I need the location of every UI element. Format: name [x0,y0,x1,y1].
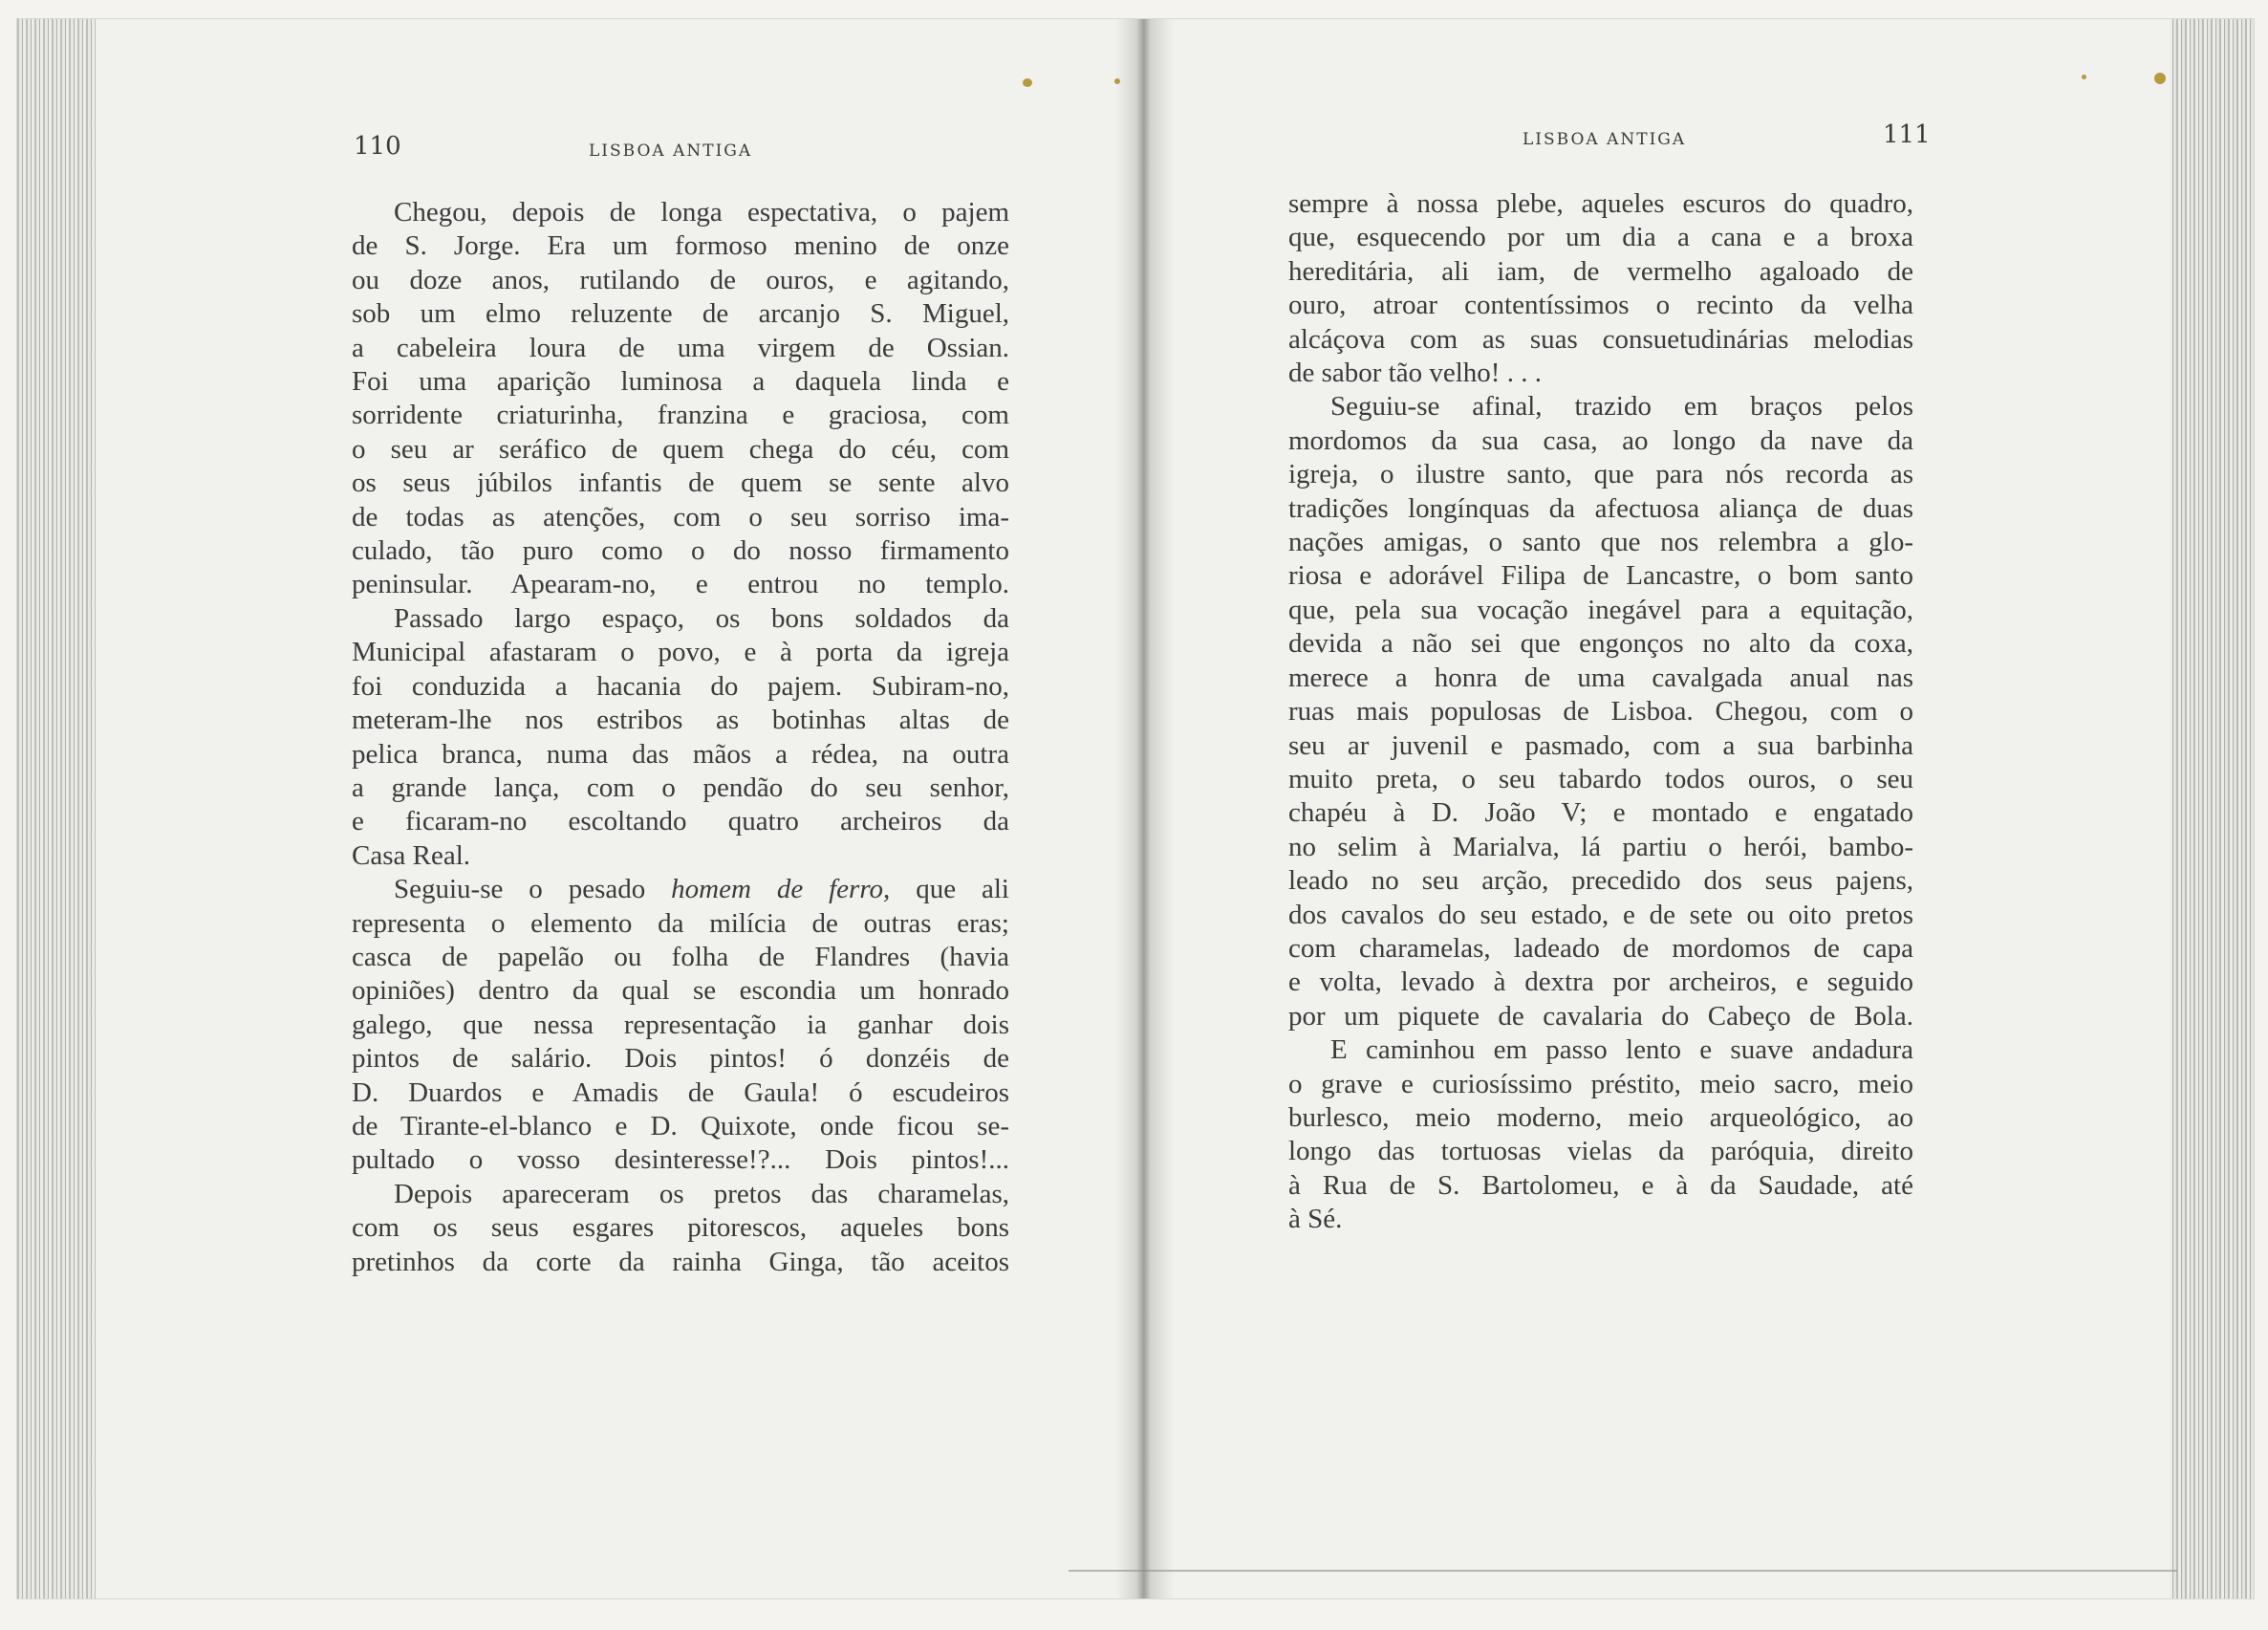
text-line: Seguiu-se afinal, trazido em braços pelos [1330,391,1913,423]
italic-phrase: homem de ferro, [671,874,891,905]
text-line: por um piquete de cavalaria do Cabeço de Bola. [1288,1000,1913,1032]
text-line: a grande lança, com o pendão do seu senhor, [352,772,1009,803]
text-line: Chegou, depois de longa espectativa, o pajem [394,197,1009,228]
text-line: o seu ar seráfico de quem chega do céu, com [352,433,1009,465]
right-page-number: 111 [1883,120,1931,149]
text-line: dos cavalos do seu estado, e de sete ou oito pretos [1288,899,1913,930]
text-line: Casa Real. [352,839,471,871]
text-line: opiniões) dentro da qual se escondia um honrado [352,975,1009,1007]
text-line [352,873,1009,906]
book-gutter [1116,19,1174,1598]
text-line: igreja, o ilustre santo, que para nós recorda as [1288,459,1913,490]
text-line: Municipal afastaram o povo, e à porta da igreja [352,637,1009,668]
text-line: meteram-lhe nos estribos as botinhas altas de [352,705,1009,736]
text-line: longo das tortuosas vielas da paróquia, direito [1288,1136,1913,1167]
right-running-head: LISBOA ANTIGA [1523,130,1687,149]
text-line: que, esquecendo por um dia a cana e a broxa [1288,222,1913,253]
text-line: o grave e curiosíssimo préstito, meio sacro, meio [1288,1068,1913,1099]
right-body-text [1288,187,1913,1237]
text-line: D. Duardos e Amadis de Gaula! ó escudeiros [352,1076,1009,1108]
paper-speck [1023,78,1032,87]
text-line: e volta, levado à dextra por archeiros, e seguido [1288,967,1913,998]
text-line: representa o elemento da milícia de outras eras; [352,907,1009,939]
text-line: de todas as atenções, com o seu sorriso ima- [352,501,1009,532]
page-bottom-edge [1069,1570,2177,1572]
left-page [17,19,1143,1598]
text-line: de sabor tão velho! . . . [1288,358,1542,389]
text-line: alcáçova com as suas consuetudinárias melodias [1288,323,1913,355]
text-line: hereditária, ali iam, de vermelho agaloado de [1288,255,1913,287]
left-page-number: 110 [354,132,401,161]
text-line: os seus júbilos infantis de quem se sente alvo [352,467,1009,499]
text-line: a cabeleira loura de uma virgem de Ossian. [352,332,1009,363]
text-line: à Sé. [1288,1204,1343,1235]
text-line: pultado o vosso desinteresse!?... Dois pintos!... [352,1144,1009,1176]
text-line: Depois apareceram os pretos das charamelas, [394,1178,1009,1209]
text-line: galego, que nessa representação ia ganhar dois [352,1009,1009,1040]
text-line: tradições longínquas da afectuosa aliança de duas [1288,492,1913,524]
text-line: sempre à nossa plebe, aqueles escuros do quadro, [1288,188,1913,219]
text-line: ruas mais populosas de Lisboa. Chegou, com o [1288,696,1913,728]
text-run: Seguiu-se o pesado [394,874,672,905]
text-line: riosa e adorável Filipa de Lancastre, o bom santo [1288,560,1913,592]
paper-speck [2154,73,2166,84]
book-spread [17,19,2254,1598]
text-line: sorridente criaturinha, franzina e graciosa, com [352,400,1009,431]
left-body-text [352,196,1009,1279]
text-line: Foi uma aparição luminosa a daquela linda e [352,366,1009,398]
right-page [1143,19,2254,1598]
text-line: pelica branca, numa das mãos a rédea, na outra [352,738,1009,770]
text-line: com os seus esgares pitorescos, aqueles bons [352,1212,1009,1244]
text-line: burlesco, meio moderno, meio arqueológico, ao [1288,1101,1913,1133]
text-line: devida a não sei que engonços no alto da coxa, [1288,628,1913,660]
text-line: peninsular. Apearam-no, e entrou no templo. [352,569,1009,600]
text-line: Passado largo espaço, os bons soldados da [394,602,1009,634]
text-run: que ali [890,874,1009,905]
text-line: seu ar juvenil e pasmado, com a sua barbinha [1288,729,1913,761]
text-line: à Rua de S. Bartolomeu, e à da Saudade, até [1288,1169,1913,1201]
text-line: e ficaram-no escoltando quatro archeiros da [352,806,1009,837]
text-line: ou doze anos, rutilando de ouros, e agitando, [352,264,1009,295]
text-line: foi conduzida a hacania do pajem. Subiram-no, [352,670,1009,702]
text-line: que, pela sua vocação inegável para a equitação, [1288,594,1913,625]
page-edges-right [2170,19,2254,1598]
text-line: chapéu à D. João V; e montado e engatado [1288,797,1913,829]
text-line: mordomos da sua casa, ao longo da nave da [1288,424,1913,456]
text-line: culado, tão puro como o do nosso firmamento [352,535,1009,567]
text-line: no selim à Marialva, lá partiu o herói, bambo- [1288,831,1913,862]
text-line: pretinhos da corte da rainha Ginga, tão aceitos [352,1246,1009,1277]
text-line: E caminhou em passo lento e suave andadura [1330,1034,1913,1066]
text-line: ouro, atroar contentíssimos o recinto da velha [1288,290,1913,321]
page-edges-left [17,19,96,1598]
text-line: de S. Jorge. Era um formoso menino de onze [352,230,1009,262]
text-line: casca de papelão ou folha de Flandres (havia [352,941,1009,972]
text-line: sob um elmo reluzente de arcanjo S. Miguel, [352,298,1009,330]
paper-speck [2082,75,2086,79]
text-line: leado no seu arção, precedido dos seus pajens, [1288,865,1913,897]
text-line: com charamelas, ladeado de mordomos de capa [1288,932,1913,964]
text-line: merece a honra de uma cavalgada anual nas [1288,662,1913,693]
left-running-head: LISBOA ANTIGA [589,141,753,161]
text-line: muito preta, o seu tabardo todos ouros, o seu [1288,763,1913,794]
text-line: nações amigas, o santo que nos relembra a glo- [1288,527,1913,558]
text-line: pintos de salário. Dois pintos! ó donzéis de [352,1043,1009,1075]
text-line: de Tirante-el-blanco e D. Quixote, onde ficou se- [352,1110,1009,1141]
paper-speck [1114,78,1120,84]
